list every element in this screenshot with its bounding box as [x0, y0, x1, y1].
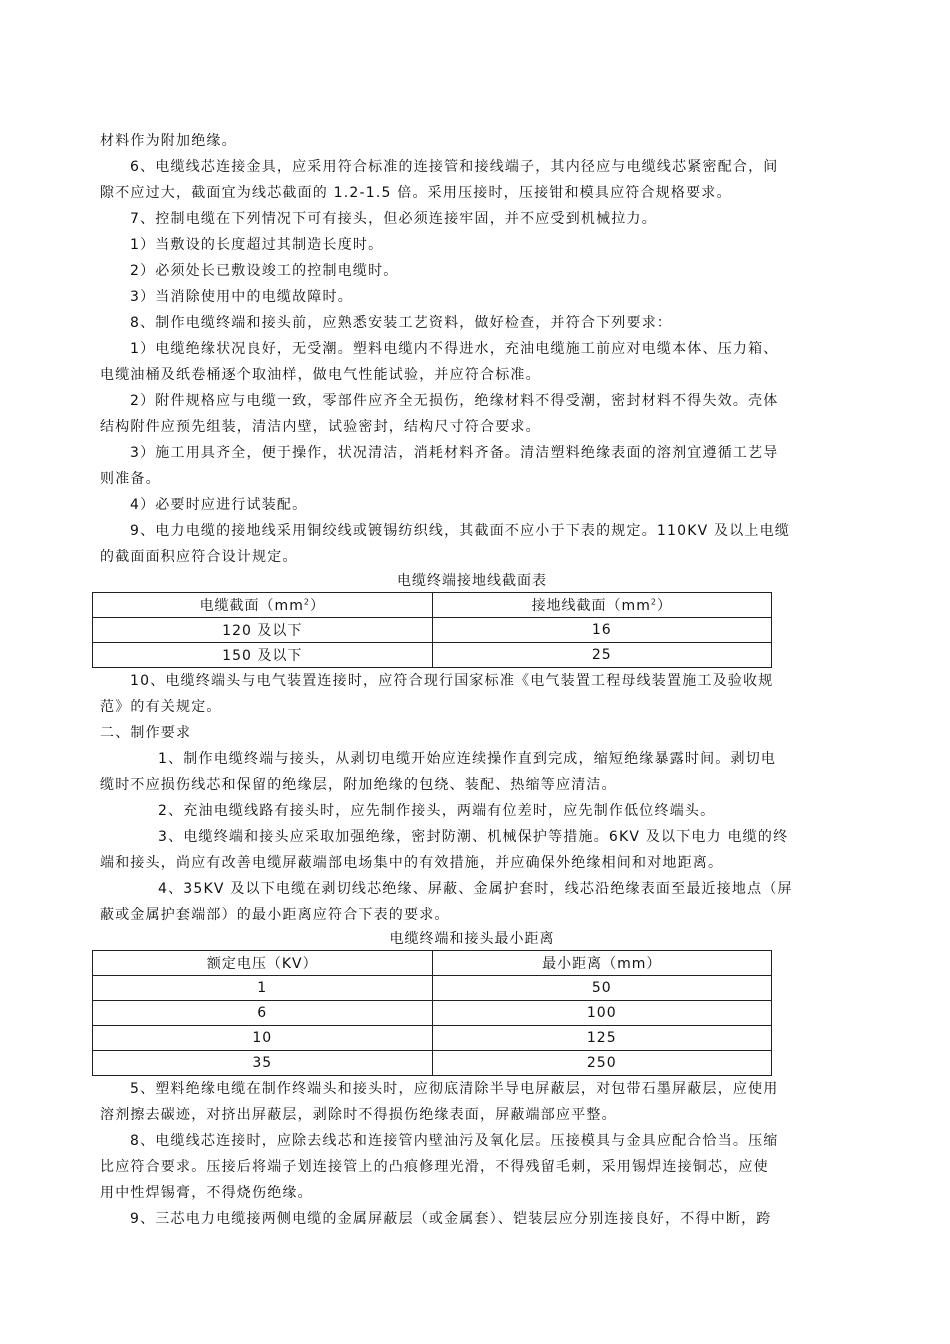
table-cell: 1 [93, 976, 433, 1001]
text-line: 蔽或金属护套端部）的最小距离应符合下表的要求。 [100, 907, 450, 923]
text-line: 3）施工用具齐全，便于操作，状况清洁，消耗材料齐备。清洁塑料绝缘表面的溶剂宜遵循工艺导 [130, 445, 779, 461]
text-line: 2、充油电缆线路有接头时，应先制作接头，两端有位差时，应先制作低位终端头。 [158, 803, 716, 819]
text-line: 电缆油桶及纸卷桶逐个取油样，做电气性能试验，并应符合标准。 [100, 367, 541, 383]
text-line: 4、35KV 及以下电缆在剥切线芯绝缘、屏蔽、金属护套时，线芯沿绝缘表面至最近接地点（屏 [158, 881, 793, 897]
table-header-row [93, 951, 772, 976]
text-line: 则准备。 [100, 471, 161, 487]
table-cell: 125 [432, 1026, 772, 1051]
superscript: 2 [303, 597, 310, 607]
text-line: 1、制作电缆终端与接头，从剥切电缆开始应连续操作直到完成，缩短绝缘暴露时间。剥切电 [158, 751, 777, 767]
text-line: 二、制作要求 [100, 725, 192, 741]
text-line: 比应符合要求。压接后将端子划连接管上的凸痕修理光滑，不得残留毛刺，采用锡焊连接铜芯，应使 [100, 1159, 769, 1175]
text-line: 4）必要时应进行试装配。 [130, 497, 308, 513]
header-min-distance: 最小距离（mm） [432, 951, 772, 976]
table-caption-grounding: 电缆终端接地线截面表 [397, 573, 547, 589]
table-row [93, 1026, 772, 1051]
text-line: 6、电缆线芯连接金具，应采用符合标准的连接管和接线端子，其内径应与电缆线芯紧密配合，间 [130, 159, 779, 175]
table-cell: 250 [432, 1051, 772, 1076]
text-line: 用中性焊锡膏，不得烧伤绝缘。 [100, 1185, 313, 1201]
table-caption-min-distance: 电缆终端和接头最小距离 [389, 931, 555, 947]
header-ground-section [432, 593, 772, 618]
table-cell: 35 [93, 1051, 433, 1076]
text-line: 9、三芯电力电缆接两侧电缆的金属屏蔽层（或金属套）、铠装层应分别连接良好，不得中断，跨 [130, 1211, 772, 1227]
text-line: 隙不应过大，截面宜为线芯截面的 1.2-1.5 倍。采用压接时，压接钳和模具应符合规格要求。 [100, 185, 732, 201]
table-row [93, 1001, 772, 1026]
table-cell: 10 [93, 1026, 433, 1051]
text-line: 7、控制电缆在下列情况下可有接头，但必须连接牢固，并不应受到机械拉力。 [130, 211, 657, 227]
text-block-1 [100, 128, 844, 570]
table-row [93, 1051, 772, 1076]
table-cell: 120 及以下 [93, 618, 433, 643]
header-rated-voltage: 额定电压（KV） [93, 951, 433, 976]
text-line: 8、制作电缆终端和接头前，应熟悉安装工艺资料，做好检查，并符合下列要求： [130, 315, 673, 331]
text-line: 1）电缆绝缘状况良好，无受潮。塑料电缆内不得进水，充油电缆施工前应对电缆本体、压力箱、 [130, 341, 779, 357]
text-line: 溶剂擦去碳迹，对挤出屏蔽层，剥除时不得损伤绝缘表面，屏蔽端部应平整。 [100, 1107, 617, 1123]
superscript: 2 [650, 597, 657, 607]
table-header-row [93, 593, 772, 618]
text-line: 结构附件应预先组装，清洁内壁，试验密封，结构尺寸符合要求。 [100, 419, 541, 435]
header-text: 电缆截面（mm [199, 598, 304, 614]
text-line: 1）当敷设的长度超过其制造长度时。 [130, 237, 384, 253]
table-cell: 16 [432, 618, 772, 643]
table-cell: 25 [432, 643, 772, 668]
header-close: ） [309, 598, 325, 614]
table-cell: 6 [93, 1001, 433, 1026]
text-block-3 [100, 1076, 844, 1232]
text-line: 的截面面积应符合设计规定。 [100, 549, 298, 565]
grounding-wire-table [92, 592, 772, 668]
table-row [93, 618, 772, 643]
text-line: 范》的有关规定。 [100, 699, 222, 715]
text-line: 2）必须处长已敷设竣工的控制电缆时。 [130, 263, 399, 279]
text-line: 3）当消除使用中的电缆故障时。 [130, 289, 353, 305]
text-line: 端和接头，尚应有改善电缆屏蔽端部电场集中的有效措施，并应确保外绝缘相间和对地距离。 [100, 855, 724, 871]
table-cell: 150 及以下 [93, 643, 433, 668]
min-distance-table [92, 950, 772, 1076]
table-cell: 100 [432, 1001, 772, 1026]
text-line: 2）附件规格应与电缆一致，零部件应齐全无损伤，绝缘材料不得受潮，密封材料不得失效。壳体 [130, 393, 779, 409]
text-line: 缆时不应损伤线芯和保留的绝缘层，附加绝缘的包绕、装配、热缩等应清洁。 [100, 777, 617, 793]
text-line: 10、电缆终端头与电气装置连接时，应符合现行国家标准《电气装置工程母线装置施工及验收规 [130, 673, 774, 689]
table-row [93, 976, 772, 1001]
header-text: 接地线截面（mm [531, 598, 651, 614]
table-cell: 50 [432, 976, 772, 1001]
document-page [100, 128, 844, 1232]
text-line: 材料作为附加绝缘。 [100, 133, 237, 149]
text-line: 8、电缆线芯连接时，应除去线芯和连接管内壁油污及氧化层。压接模具与金具应配合恰当。压缩 [130, 1133, 779, 1149]
table-row [93, 643, 772, 668]
text-line: 3、电缆终端和接头应采取加强绝缘，密封防潮、机械保护等措施。6KV 及以下电力 电缆的终 [158, 829, 789, 845]
header-cable-section [93, 593, 433, 618]
text-line: 9、电力电缆的接地线采用铜绞线或镀锡纺织线，其截面不应小于下表的规定。110KV 及以上电缆 [130, 523, 791, 539]
header-close: ） [656, 598, 672, 614]
text-block-2 [100, 668, 844, 928]
text-line: 5、塑料绝缘电缆在制作终端头和接头时，应彻底清除半导电屏蔽层，对包带石墨屏蔽层，应使用 [130, 1081, 779, 1097]
